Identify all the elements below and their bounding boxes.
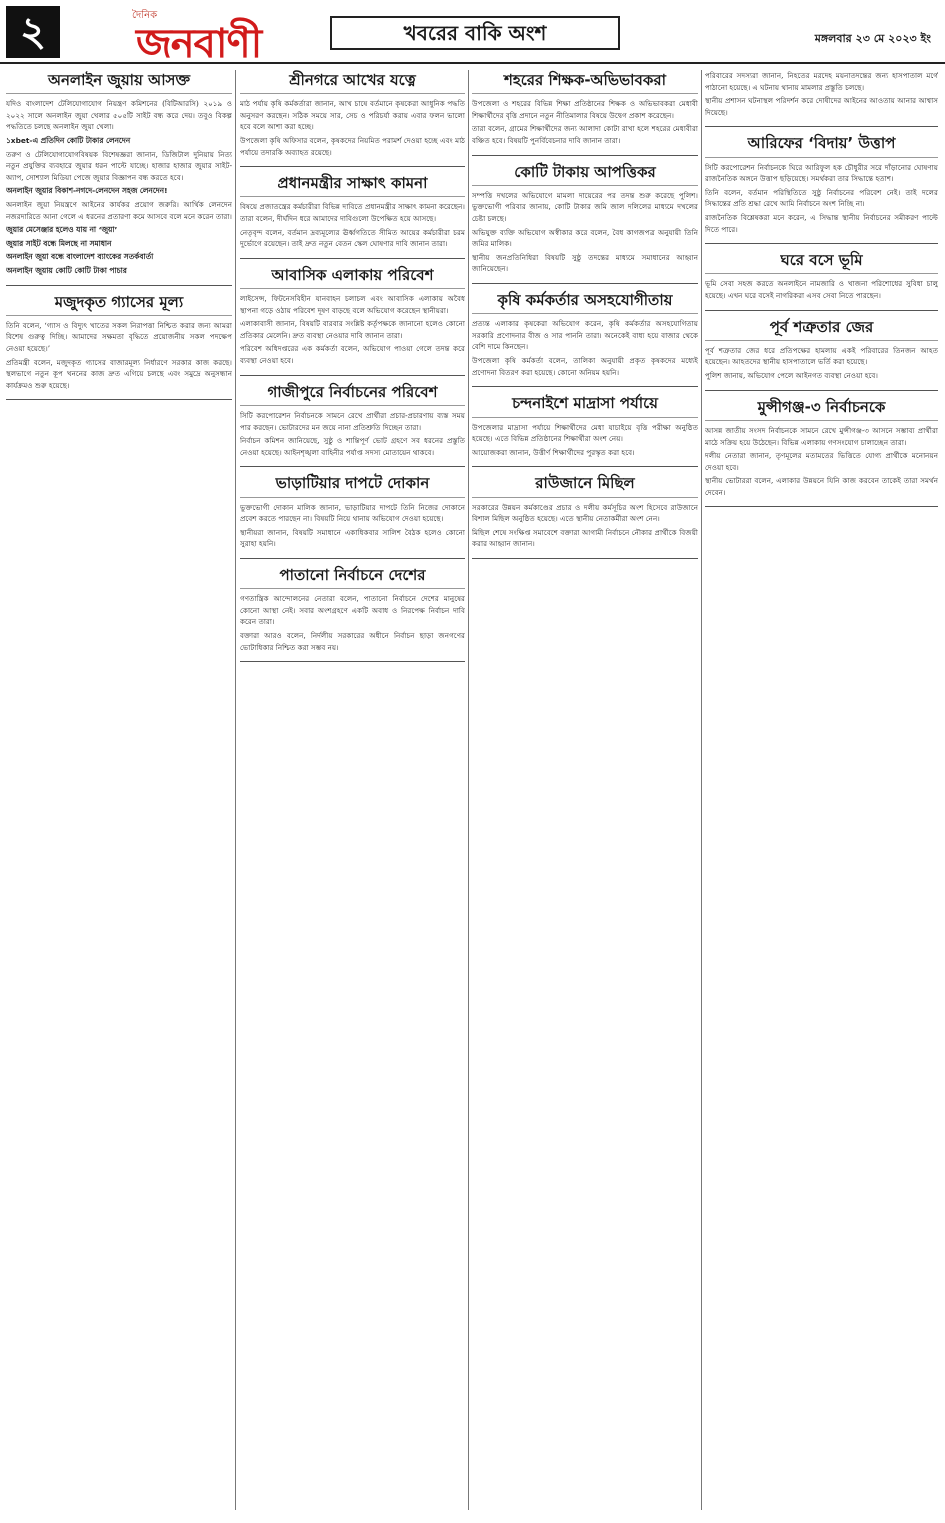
article-headline: কৃষি কর্মকর্তার অসহযোগীতায় bbox=[472, 290, 698, 314]
article-headline: প্রধানমন্ত্রীর সাক্ষাৎ কামনা bbox=[240, 173, 465, 197]
article-subhead: অনলাইন জুয়ায় কোটি কোটি টাকা পাচার bbox=[6, 265, 127, 275]
article-paragraph: পরিবারের সদস্যরা জানান, নিহতের মরদেহ ময়নাতদন্তের জন্য হাসপাতাল মর্গে পাঠানো হয়েছে। এ ঘটনায় থানায় মামলার প্রস্তুতি চলছে। bbox=[705, 71, 938, 92]
article-subhead: জুয়ার মেসেঞ্জার হলেও যায় না ‘জুয়া’ bbox=[6, 225, 118, 235]
article-separator bbox=[472, 386, 698, 387]
article-headline: রাউজানে মিছিল bbox=[472, 473, 698, 497]
article-headline: ভাড়াটিয়ার দাপটে দোকান bbox=[240, 473, 465, 497]
article bbox=[240, 173, 465, 250]
article-paragraph: এলাকাবাসী জানান, বিষয়টি বারবার সংশ্লিষ্ট কর্তৃপক্ষকে জানানো হলেও কোনো প্রতিকার মেলেনি। দ্রুত ব্যবস্থা নেওয়ার দাবি জানান তারা। bbox=[240, 319, 465, 340]
article bbox=[472, 70, 698, 147]
article-headline: ঘরে বসে ভূমি bbox=[705, 250, 938, 274]
article-paragraph: সিটি করপোরেশন নির্বাচনকে সামনে রেখে প্রার্থীরা প্রচার-প্রচারণায় ব্যস্ত সময় পার করছেন। ভোটারদের মন জয়ে নানা প্রতিশ্রুতি দিচ্ছেন তারা। bbox=[240, 410, 465, 432]
article-headline: চন্দনাইশে মাদ্রাসা পর্যায়ে bbox=[472, 393, 698, 417]
article bbox=[6, 292, 232, 392]
article bbox=[240, 265, 465, 367]
article-paragraph: তরুণ ও টেলিযোগাযোগবিষয়ক বিশেষজ্ঞরা জানান, ডিজিটাল দুনিয়ায় নিত্য নতুন প্রযুক্তির ব্যবহারে জুয়ার ধরন পাল্টে যাচ্ছে। হাজার হাজার জুয়ার সাইট-অ্যাপ, সোশ্যাল মিডিয়া পেজে জুয়ার বিজ্ঞাপন বন্ধ করতে হবে। bbox=[6, 149, 232, 182]
column-2 bbox=[240, 70, 465, 1510]
article-paragraph: রাজনৈতিক বিশ্লেষকরা মনে করেন, এ সিদ্ধান্ত স্থানীয় নির্বাচনের সমীকরণ পাল্টে দিতে পারে। bbox=[705, 213, 938, 234]
article-paragraph: প্রত্যন্ত এলাকার কৃষকেরা অভিযোগ করেন, কৃষি কর্মকর্তার অসহযোগিতায় সরকারি প্রণোদনার বীজ ও সার পাননি তারা। অনেকেই বাধ্য হয়ে বাজার থেকে বেশি দামে কিনছেন। bbox=[472, 319, 698, 352]
article-separator bbox=[472, 155, 698, 156]
article-paragraph: পরিবেশ অধিদপ্তরের এক কর্মকর্তা বলেন, অভিযোগ পাওয়া গেলে তদন্ত করে ব্যবস্থা নেওয়া হবে। bbox=[240, 344, 465, 366]
article bbox=[705, 70, 938, 118]
article bbox=[240, 70, 465, 158]
article-paragraph: তিনি বলেন, ‘গ্যাস ও বিদ্যুৎ খাতের সকল নিরাপত্তা নিশ্চিত করার জন্য আমরা বিশেষ গুরুত্ব দিচ্ছি। আমাদের সক্ষমতা বৃদ্ধিতে প্রয়োজনীয় সকল পদক্ষেপ নেওয়া হয়েছে।’ bbox=[6, 320, 232, 353]
article bbox=[472, 162, 698, 275]
article-paragraph: পুলিশ জানায়, অভিযোগ পেলে আইনগত ব্যবস্থা নেওয়া হবে। bbox=[705, 371, 878, 381]
column-divider bbox=[235, 70, 236, 1510]
article-separator bbox=[6, 285, 232, 286]
article-paragraph: বক্তারা আরও বলেন, নির্দলীয় সরকারের অধীনে নির্বাচন ছাড়া জনগণের ভোটাধিকার নিশ্চিত করা সম্ভব নয়। bbox=[240, 630, 465, 652]
article-paragraph: নেতৃবৃন্দ বলেন, বর্তমান দ্রব্যমূল্যের ঊর্ধ্বগতিতে সীমিত আয়ের কর্মচারীরা চরম দুর্ভোগে রয়েছেন। তাই দ্রুত নতুন বেতন স্কেল ঘোষণার দাবি জানান তারা। bbox=[240, 227, 465, 249]
article-headline: কোটি টাকায় আপত্তিকর bbox=[472, 162, 698, 186]
article-separator bbox=[705, 390, 938, 391]
article-paragraph: সিটি করপোরেশন নির্বাচনকে ঘিরে আরিফুল হক চৌধুরীর সরে দাঁড়ানোর ঘোষণায় রাজনৈতিক অঙ্গনে উত্তাপ ছড়িয়েছে। সমর্থকরা তার সিদ্ধান্তে হতাশ। bbox=[705, 162, 938, 184]
article-headline: আবাসিক এলাকায় পরিবেশ bbox=[240, 265, 465, 289]
article-paragraph: আয়োজকরা জানান, উত্তীর্ণ শিক্ষার্থীদের পুরস্কৃত করা হবে। bbox=[472, 447, 635, 457]
page-number: ২ bbox=[6, 6, 60, 58]
article bbox=[705, 133, 938, 235]
article-separator bbox=[472, 466, 698, 467]
article-paragraph: স্থানীয় জনপ্রতিনিধিরা বিষয়টি সুষ্ঠু তদন্তের মাধ্যমে সমাধানের আহ্বান জানিয়েছেন। bbox=[472, 252, 698, 274]
article-paragraph: স্থানীয়রা জানান, বিষয়টি সমাধানে একাধিকবার সালিশ বৈঠক হলেও কোনো সুরাহা হয়নি। bbox=[240, 527, 465, 549]
article-headline: পূর্ব শত্রুতার জের bbox=[705, 317, 938, 341]
article-paragraph: যদিও বাংলাদেশ টেলিযোগাযোগ নিয়ন্ত্রণ কমিশনের (বিটিআরসি) ২০১৯ ও ২০২২ সালে অনলাইন জুয়া খেলার ৫০৫টি সাইট বন্ধ করে দেয়। তবুও বিকল্প পদ্ধতিতে চলছে অনলাইন জুয়া খেলা। bbox=[6, 99, 232, 132]
article-headline: গাজীপুরে নির্বাচনের পরিবেশ bbox=[240, 382, 465, 406]
article-separator bbox=[705, 126, 938, 127]
article-paragraph: উপজেলা ও শহরের বিভিন্ন শিক্ষা প্রতিষ্ঠানের শিক্ষক ও অভিভাবকরা মেধাবী শিক্ষার্থীদের বৃত্তি প্রদানে নতুন নীতিমালার বিষয়ে উদ্বেগ প্রকাশ করেছেন। bbox=[472, 99, 698, 120]
article bbox=[705, 317, 938, 382]
column-3 bbox=[472, 70, 698, 1510]
article-separator bbox=[705, 243, 938, 244]
article-headline: পাতানো নির্বাচনে দেশের bbox=[240, 565, 465, 589]
logo-prefix: দৈনিক bbox=[132, 10, 158, 21]
article-separator bbox=[240, 166, 465, 167]
article-separator bbox=[705, 310, 938, 311]
article-paragraph: তিনি বলেন, বর্তমান পরিস্থিতিতে সুষ্ঠু নির্বাচনের পরিবেশ নেই। তাই দলের সিদ্ধান্তের প্রতি শ্রদ্ধা রেখে আমি নির্বাচনে অংশ নিচ্ছি না। bbox=[705, 187, 938, 209]
article-paragraph: সম্পত্তি দখলের অভিযোগে মামলা দায়েরের পর তদন্ত শুরু করেছে পুলিশ। ভুক্তভোগী পরিবার জানায়, কোটি টাকার জমি জাল দলিলের মাধ্যমে দখলের চেষ্টা চলছে। bbox=[472, 190, 698, 224]
logo-name: জনবাণী bbox=[136, 21, 262, 67]
article-paragraph: উপজেলা কৃষি অফিসার বলেন, কৃষকদের নিয়মিত পরামর্শ দেওয়া হচ্ছে এবং মাঠ পর্যায়ে তদারকি অব্যাহত রয়েছে। bbox=[240, 136, 465, 157]
article-paragraph: ভুক্তভোগী দোকান মালিক জানান, ভাড়াটিয়ার দাপটে তিনি নিজের দোকানে প্রবেশ করতে পারছেন না। বিষয়টি নিয়ে থানায় অভিযোগ দেওয়া হয়েছে। bbox=[240, 502, 465, 524]
article-separator bbox=[472, 283, 698, 284]
article-paragraph: তারা বলেন, গ্রামের শিক্ষার্থীদের জন্য আলাদা কোটা রাখা হলে শহরের মেধাবীরা বঞ্চিত হবে। বিষয়টি পুনর্বিবেচনার দাবি জানান তারা। bbox=[472, 124, 698, 146]
column-1 bbox=[6, 70, 232, 1510]
article-subhead: অনলাইন জুয়ার বিকাশ-নগদে-লেনদেন সহজ লেনদেন! bbox=[6, 186, 168, 196]
article bbox=[472, 290, 698, 378]
article-separator bbox=[240, 466, 465, 467]
article-paragraph: মিছিল শেষে সংক্ষিপ্ত সমাবেশে বক্তারা আগামী নির্বাচনে নৌকার প্রার্থীকে বিজয়ী করার আহ্বান জানান। bbox=[472, 527, 698, 549]
article-separator bbox=[240, 558, 465, 559]
article-paragraph: দলীয় নেতারা জানান, তৃণমূলের মতামতের ভিত্তিতে যোগ্য প্রার্থীকে মনোনয়ন দেওয়া হবে। bbox=[705, 451, 938, 472]
article bbox=[240, 473, 465, 550]
article-paragraph: উপজেলার মাদ্রাসা পর্যায়ে শিক্ষার্থীদের মেধা যাচাইয়ে বৃত্তি পরীক্ষা অনুষ্ঠিত হয়েছে। এতে বিভিন্ন প্রতিষ্ঠানের শিক্ষার্থীরা অংশ নেয়। bbox=[472, 422, 698, 444]
article-separator bbox=[240, 258, 465, 259]
article-separator bbox=[240, 375, 465, 376]
article-paragraph: প্রতিমন্ত্রী বলেন, মজুদকৃত গ্যাসের বাজারমূল্য নির্ধারণে সরকার কাজ করছে। স্থলভাগে নতুন কূপ খননের কাজ দ্রুত এগিয়ে চলছে এবং সমুদ্রে অনুসন্ধান কার্যক্রমও শুরু হয়েছে। bbox=[6, 357, 232, 390]
article bbox=[240, 565, 465, 653]
article-separator bbox=[6, 399, 232, 400]
article-separator bbox=[240, 661, 465, 662]
article-subhead: অনলাইন জুয়া বন্ধে বাংলাদেশ ব্যাংকের সতর্কবার্তা bbox=[6, 252, 154, 262]
article-headline: আরিফের ‘বিদায়’ উত্তাপ bbox=[705, 133, 938, 157]
column-4 bbox=[705, 70, 938, 1510]
article bbox=[6, 70, 232, 277]
article-paragraph: সরকারের উন্নয়ন কর্মকাণ্ডের প্রচার ও দলীয় কর্মসূচির অংশ হিসেবে রাউজানে বিশাল মিছিল অনুষ্ঠিত হয়েছে। এতে স্থানীয় নেতাকর্মীরা অংশ নেন। bbox=[472, 502, 698, 524]
article-paragraph: অনলাইন জুয়া নিয়ন্ত্রণে আইনের কার্যকর প্রয়োগ জরুরি। আর্থিক লেনদেন নজরদারিতে আনা গেলে এ ধরনের প্রতারণা কমে আসবে বলে মনে করেন তারা। bbox=[6, 200, 232, 221]
article-subhead: ১xbet-এ প্রতিদিন কোটি টাকার লেনদেন bbox=[6, 136, 131, 146]
masthead bbox=[0, 0, 945, 67]
article-headline: মজুদকৃত গ্যাসের মূল্য bbox=[6, 292, 232, 316]
newspaper-logo bbox=[66, 2, 262, 67]
article-paragraph: লাইসেন্স, ফিটনেসবিহীন যানবাহন চলাচল এবং আবাসিক এলাকায় অবৈধ স্থাপনা গড়ে ওঠায় পরিবেশ দূষণ বাড়ছে বলে অভিযোগ করেছেন স্থানীয়রা। bbox=[240, 294, 465, 315]
article-paragraph: ভূমি সেবা সহজ করতে অনলাইনে নামজারি ও খাজনা পরিশোধের সুবিধা চালু হয়েছে। এখন ঘরে বসেই নাগরিকরা এসব সেবা নিতে পারছেন। bbox=[705, 279, 938, 301]
article-paragraph: গণতান্ত্রিক আন্দোলনের নেতারা বলেন, পাতানো নির্বাচনে দেশের মানুষের কোনো আস্থা নেই। সবার অংশগ্রহণে একটি অবাধ ও নিরপেক্ষ নির্বাচন দাবি করেন তারা। bbox=[240, 594, 465, 627]
article-paragraph: উপজেলা কৃষি কর্মকর্তা বলেন, তালিকা অনুযায়ী প্রকৃত কৃষকদের মধ্যেই প্রণোদনা বিতরণ করা হয়েছে। কোনো অনিয়ম হয়নি। bbox=[472, 356, 698, 377]
column-divider bbox=[468, 70, 469, 1510]
article bbox=[472, 473, 698, 550]
article-paragraph: নির্বাচন কমিশন জানিয়েছে, সুষ্ঠু ও শান্তিপূর্ণ ভোট গ্রহণে সব ধরনের প্রস্তুতি নেওয়া হয়েছে। আইনশৃঙ্খলা বাহিনীর পর্যাপ্ত সদস্য মোতায়েন থাকবে। bbox=[240, 436, 465, 457]
article-headline: শহরের শিক্ষক-অভিভাবকরা bbox=[472, 70, 698, 94]
article bbox=[240, 382, 465, 459]
article-separator bbox=[705, 506, 938, 507]
article-paragraph: স্থানীয় প্রশাসন ঘটনাস্থল পরিদর্শন করে দোষীদের আইনের আওতায় আনার আশ্বাস দিয়েছে। bbox=[705, 96, 938, 117]
article-subhead: জুয়ার সাইট বন্ধে মিলছে না সমাধান bbox=[6, 238, 112, 248]
publication-date: মঙ্গলবার ২৩ মে ২০২৩ ইং bbox=[814, 32, 931, 45]
article bbox=[472, 393, 698, 458]
article-headline: শ্রীনগরে আখের যত্নে bbox=[240, 70, 465, 94]
article bbox=[705, 397, 938, 499]
section-title: খবরের বাকি অংশ bbox=[330, 16, 620, 50]
article-paragraph: পূর্ব শত্রুতার জের ধরে প্রতিপক্ষের হামলায় একই পরিবারের তিনজন আহত হয়েছেন। আহতদের স্থানীয় হাসপাতালে ভর্তি করা হয়েছে। bbox=[705, 345, 938, 367]
article-separator bbox=[472, 558, 698, 559]
article-paragraph: বিষয়ে প্রজাতন্ত্রের কর্মচারীরা বিভিন্ন দাবিতে প্রধানমন্ত্রীর সাক্ষাৎ কামনা করেছেন। তারা বলেন, দীর্ঘদিন ধরে আমাদের দাবিগুলো উপেক্ষিত হয়ে আসছে। bbox=[240, 202, 465, 224]
article-paragraph: স্থানীয় ভোটাররা বলেন, এলাকার উন্নয়নে যিনি কাজ করবেন তাকেই তারা সমর্থন দেবেন। bbox=[705, 476, 938, 497]
article-headline: মুন্সীগঞ্জ-৩ নির্বাচনকে bbox=[705, 397, 938, 421]
column-divider bbox=[701, 70, 702, 1510]
article-paragraph: আসন্ন জাতীয় সংসদ নির্বাচনকে সামনে রেখে মুন্সীগঞ্জ-৩ আসনে সম্ভাব্য প্রার্থীরা মাঠে সক্রিয় হয়ে উঠেছেন। বিভিন্ন এলাকায় গণসংযোগ চালাচ্ছেন তারা। bbox=[705, 425, 938, 447]
article-paragraph: মাঠ পর্যায় কৃষি কর্মকর্তারা জানান, আখ চাষে বর্তমানে কৃষকেরা আধুনিক পদ্ধতি অনুসরণ করছেন। সঠিক সময়ে সার, সেচ ও পরিচর্যা করায় এবার ফলন ভালো হবে বলে আশা করা হচ্ছে। bbox=[240, 99, 465, 132]
article-paragraph: অভিযুক্ত ব্যক্তি অভিযোগ অস্বীকার করে বলেন, বৈধ কাগজপত্র অনুযায়ী তিনি জমির মালিক। bbox=[472, 227, 698, 249]
article bbox=[705, 250, 938, 301]
article-headline: অনলাইন জুয়ায় আসক্ত bbox=[6, 70, 232, 94]
